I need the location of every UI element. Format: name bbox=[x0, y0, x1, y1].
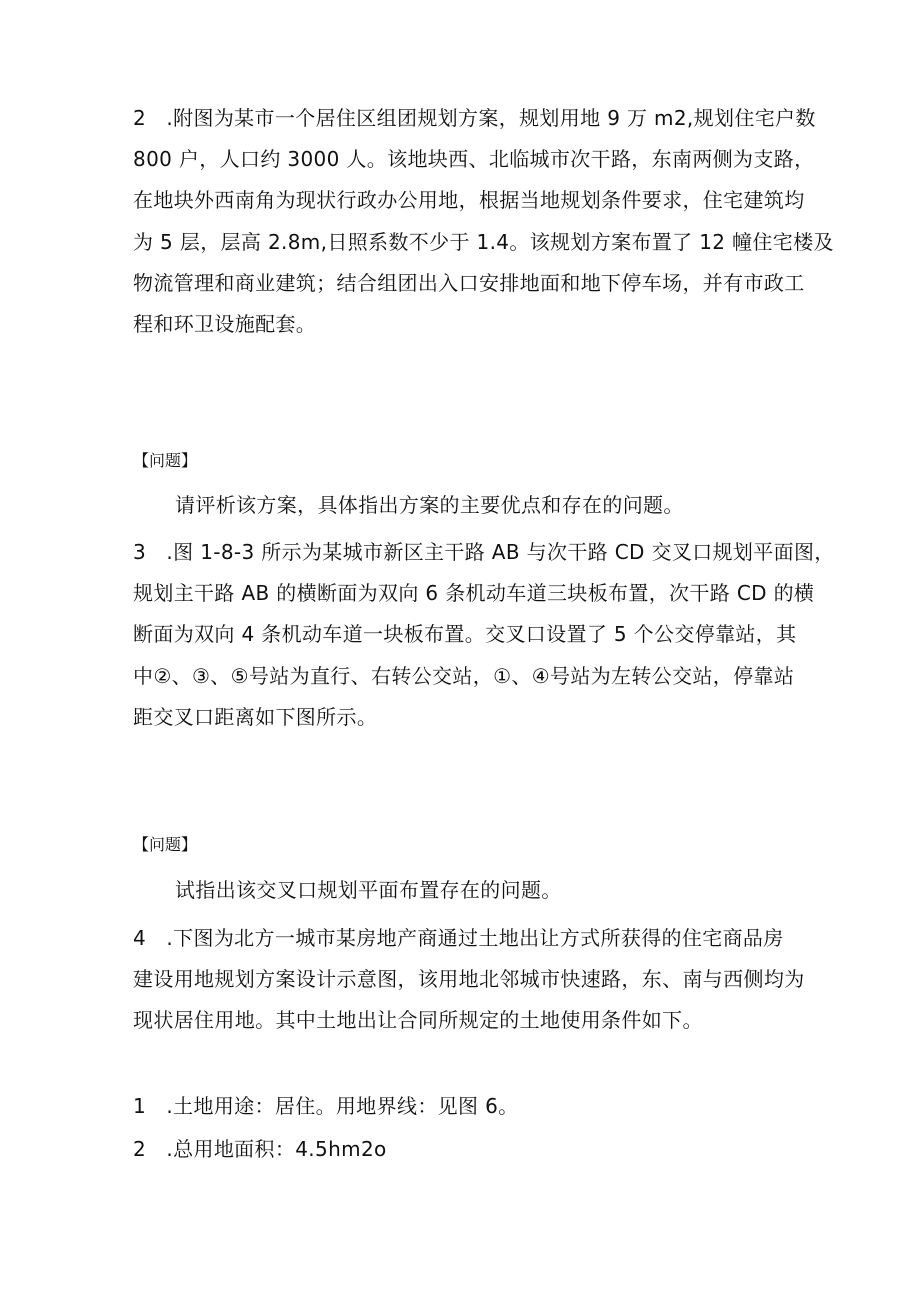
question-2-line: 800 户，人口约 3000 人。该地块西、北临城市次干路，东南两侧为支路， bbox=[133, 147, 815, 172]
question-3-paragraph bbox=[133, 532, 835, 738]
question-3-line: 距交叉口距离如下图所示。 bbox=[133, 704, 378, 729]
question-2-line: 为 5 层，层高 2.8m,日照系数不少于 1.4。该规划方案布置了 12 幢住宅楼及 bbox=[133, 229, 834, 254]
land-condition-item: 2 .总用地面积：4.5hm2o bbox=[133, 1137, 387, 1161]
question-2-question-text: 请评析该方案，具体指出方案的主要优点和存在的问题。 bbox=[175, 493, 684, 517]
question-2-paragraph bbox=[133, 98, 834, 345]
question-3-line: 断面为双向 4 条机动车道一块板布置。交叉口设置了 5 个公交停靠站，其 bbox=[133, 622, 797, 647]
question-4-line: 现状居住用地。其中土地出让合同所规定的土地使用条件如下。 bbox=[133, 1008, 703, 1033]
land-condition-item: 1 .土地用途：居住。用地界线：见图 6。 bbox=[133, 1094, 519, 1118]
question-3-question-tag: 【问题】 bbox=[133, 835, 198, 854]
question-3-line: 中②、③、⑤号站为直行、右转公交站，①、④号站为左转公交站，停靠站 bbox=[133, 663, 795, 688]
question-3-line: 3 .图 1-8-3 所示为某城市新区主干路 AB 与次干路 CD 交叉口规划平面图， bbox=[133, 540, 835, 564]
question-3-question-text: 试指出该交叉口规划平面布置存在的问题。 bbox=[175, 878, 562, 902]
question-2-line: 在地块外西南角为现状行政办公用地，根据当地规划条件要求，住宅建筑均 bbox=[133, 188, 805, 213]
question-2-line: 2 .附图为某市一个居住区组团规划方案，规划用地 9 万 m2,规划住宅户数 bbox=[133, 106, 816, 130]
question-2-question-tag: 【问题】 bbox=[133, 451, 198, 470]
question-4-line: 建设用地规划方案设计示意图，该用地北邻城市快速路，东、南与西侧均为 bbox=[133, 967, 805, 992]
question-4-line: 4 .下图为北方一城市某房地产商通过土地出让方式所获得的住宅商品房 bbox=[133, 926, 784, 950]
question-3-line: 规划主干路 AB 的横断面为双向 6 条机动车道三块板布置，次干路 CD 的横 bbox=[133, 581, 815, 606]
question-2-line: 物流管理和商业建筑；结合组团出入口安排地面和地下停车场，并有市政工 bbox=[133, 270, 805, 295]
question-2-line: 程和环卫设施配套。 bbox=[133, 312, 317, 337]
question-4-paragraph bbox=[133, 918, 805, 1042]
